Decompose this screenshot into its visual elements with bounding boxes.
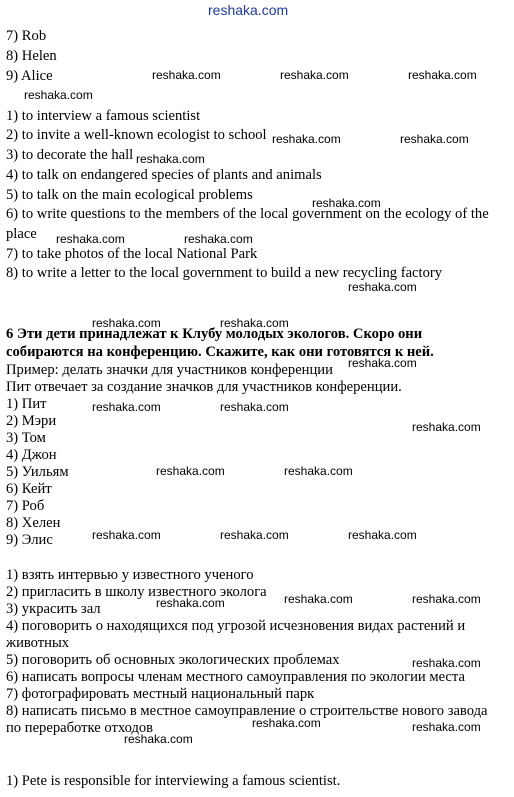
ru-task-2: 2) пригласить в школу известного эколога <box>6 584 267 600</box>
watermark: reshaka.com <box>24 88 93 102</box>
english-task-8: 8) to write a letter to the local government to build a new recycling factory <box>6 265 443 281</box>
watermark: reshaka.com <box>408 68 477 82</box>
answer-line: 1) Pete is responsible for interviewing a famous scientist. <box>6 773 341 789</box>
ru-name-4: 4) Джон <box>6 447 57 463</box>
watermark: reshaka.com <box>156 596 225 610</box>
watermark: reshaka.com <box>284 464 353 478</box>
ru-task-8: 8) написать письмо в местное самоуправление о строительстве нового завода <box>6 703 488 719</box>
ru-name-8: 8) Хелен <box>6 515 61 531</box>
exercise-title-line2: собираются на конференцию. Скажите, как они готовятся к ней. <box>6 344 434 360</box>
watermark: reshaka.com <box>348 356 417 370</box>
watermark: reshaka.com <box>136 152 205 166</box>
english-task-7: 7) to take photos of the local National Park <box>6 246 258 262</box>
ru-name-2: 2) Мэри <box>6 413 57 429</box>
watermark: reshaka.com <box>184 232 253 246</box>
watermark: reshaka.com <box>92 528 161 542</box>
ru-task-5: 5) поговорить об основных экологических проблемах <box>6 652 340 668</box>
watermark: reshaka.com <box>412 720 481 734</box>
english-task-6: 6) to write questions to the members of the local government on the ecology of the <box>6 206 489 222</box>
watermark: reshaka.com <box>280 68 349 82</box>
english-task-3: 3) to decorate the hall <box>6 147 134 163</box>
ru-task-4: 4) поговорить о находящихся под угрозой исчезновения видах растений и <box>6 618 466 634</box>
ru-task-4-cont: животных <box>6 635 70 651</box>
exercise-title-line1: 6 Эти дети принадлежат к Клубу молодых экологов. Скоро они <box>6 326 423 342</box>
ru-name-7: 7) Роб <box>6 498 45 514</box>
ru-name-6: 6) Кейт <box>6 481 52 497</box>
watermark: reshaka.com <box>348 528 417 542</box>
ru-task-1: 1) взять интервью у известного ученого <box>6 567 254 583</box>
name-rob: 7) Rob <box>6 28 47 44</box>
watermark: reshaka.com <box>220 400 289 414</box>
watermark: reshaka.com <box>412 420 481 434</box>
ru-name-1: 1) Пит <box>6 396 47 412</box>
watermark: reshaka.com <box>156 464 225 478</box>
ru-task-3: 3) украсить зал <box>6 601 101 617</box>
english-task-5: 5) to talk on the main ecological problems <box>6 187 253 203</box>
watermark: reshaka.com <box>348 280 417 294</box>
watermark: reshaka.com <box>152 68 221 82</box>
exercise-example: Пример: делать значки для участников конференции <box>6 362 333 378</box>
ru-task-7: 7) фотографировать местный национальный парк <box>6 686 315 702</box>
watermark: reshaka.com <box>412 592 481 606</box>
english-task-4: 4) to talk on endangered species of plants and animals <box>6 167 322 183</box>
ru-name-5: 5) Уильям <box>6 464 69 480</box>
exercise-example-answer: Пит отвечает за создание значков для участников конференции. <box>6 379 402 395</box>
watermark: reshaka.com <box>56 232 125 246</box>
name-alice: 9) Alice <box>6 68 53 84</box>
watermark: reshaka.com <box>272 132 341 146</box>
watermark: reshaka.com <box>252 716 321 730</box>
header-watermark: reshaka.com <box>208 2 289 18</box>
watermark: reshaka.com <box>400 132 469 146</box>
english-task-1: 1) to interview a famous scientist <box>6 108 201 124</box>
english-task-6-cont: place <box>6 226 37 242</box>
watermark: reshaka.com <box>124 732 193 746</box>
watermark: reshaka.com <box>92 400 161 414</box>
watermark: reshaka.com <box>92 316 161 330</box>
ru-name-9: 9) Элис <box>6 532 53 548</box>
watermark: reshaka.com <box>220 316 289 330</box>
watermark: reshaka.com <box>284 592 353 606</box>
english-task-2: 2) to invite a well-known ecologist to school <box>6 127 267 143</box>
watermark: reshaka.com <box>412 656 481 670</box>
ru-task-8-cont: по переработке отходов <box>6 720 154 736</box>
ru-task-6: 6) написать вопросы членам местного самоуправления по экологии места <box>6 669 465 685</box>
watermark: reshaka.com <box>220 528 289 542</box>
ru-name-3: 3) Том <box>6 430 46 446</box>
watermark: reshaka.com <box>312 196 381 210</box>
name-helen: 8) Helen <box>6 48 57 64</box>
